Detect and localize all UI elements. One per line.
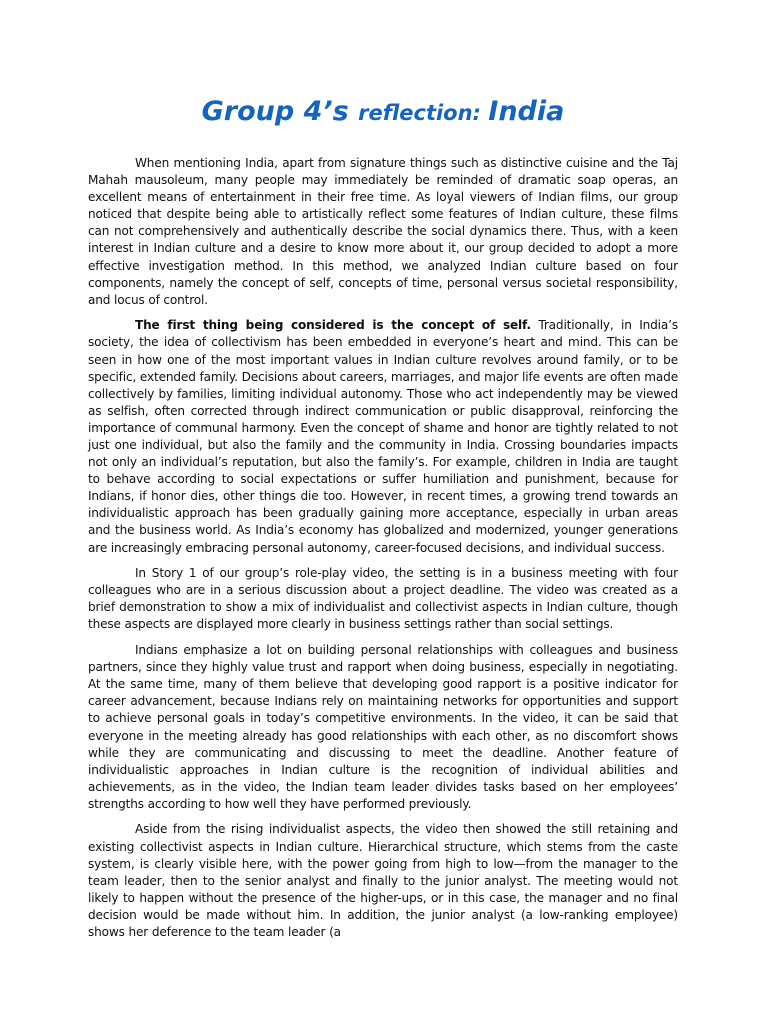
title-reflection: reflection: — [358, 101, 489, 125]
paragraph-personal-relationships — [88, 642, 678, 813]
paragraph-text: In Story 1 of our group’s role-play video, the setting is in a business meeting with four colleagues who are in a serious discussion about a project deadline. The video was created as a brief demonstration to show a mix of individualist and collectivist aspects in Indian culture, though these aspects are displayed more clearly in business settings rather than social settings. — [88, 566, 678, 632]
title-country: India — [488, 96, 565, 127]
paragraph-text: When mentioning India, apart from signature things such as distinctive cuisine and the Taj Mahah mausoleum, many people may immediately be reminded of dramatic soap operas, an excellent means of entertainment in their free time. As loyal viewers of Indian films, our group noticed that despite being able to artistically reflect some features of Indian culture, these films can not comprehensively and authentically describe the social dynamics there. Thus, with a keen interest in Indian culture and a desire to know more about it, our group decided to adopt a more effective investigation method. In this method, we analyzed Indian culture based on four components, namely the concept of self, concepts of time, personal versus societal responsibility, and locus of control. — [88, 156, 678, 307]
paragraph-text: Traditionally, in India’s society, the idea of collectivism has been embedded in everyone’s heart and mind. This can be seen in how one of the most important values in Indian culture revolves around family, or to be specific, extended family. Decisions about careers, marriages, and major life events are often made collectively by families, limiting individual autonomy. Those who act independently may be viewed as selfish, often corrected through indirect communication or public disapproval, reinforcing the importance of communal harmony. Even the concept of shame and honor are tightly related to not just one individual, but also the family and the community in India. Crossing boundaries impacts not only an individual’s reputation, but also the family’s. For example, children in India are taught to behave according to social expectations or suffer humiliation and punishment, because for Indians, if honor dies, other things die too. However, in recent times, a growing trend towards an individualistic approach has been gradually gaining more acceptance, especially in urban areas and the business world. As India’s economy has globalized and modernized, younger generations are increasingly embracing personal autonomy, career-focused decisions, and individual success. — [88, 318, 678, 555]
paragraph-text: Aside from the rising individualist aspects, the video then showed the still retaining and existing collectivist aspects in Indian culture. Hierarchical structure, which stems from the caste system, is clearly visible here, with the power going from high to low—from the manager to the team leader, then to the senior analyst and finally to the junior analyst. The meeting would not likely to happen without the presence of the higher-ups, or in this case, the manager and no final decision would be made without him. In addition, the junior analyst (a low-ranking employee) shows her deference to the team leader (a — [88, 822, 678, 940]
paragraph-collectivist-aspects — [88, 821, 678, 941]
document-page — [88, 92, 678, 950]
paragraph-text: Indians emphasize a lot on building personal relationships with colleagues and business partners, since they highly value trust and rapport when doing business, especially in negotiating. At the same time, many of them believe that developing good rapport is a positive indicator for career advancement, because Indians rely on maintaining networks for opportunities and support to achieve personal goals in today’s competitive environments. In the video, it can be said that everyone in the meeting already has good relationships with each other, as no discomfort shows while they are communicating and discussing to meet the deadline. Another feature of individualistic approaches in Indian culture is the recognition of individual abilities and achievements, as in the video, the Indian team leader divides tasks based on her employees’ strengths according to how well they have performed previously. — [88, 643, 678, 811]
paragraph-lead-sentence: The first thing being considered is the concept of self. — [135, 318, 531, 333]
title-group: Group 4’s — [201, 96, 359, 127]
paragraph-intro — [88, 155, 678, 309]
document-title — [88, 92, 678, 133]
paragraph-story-1 — [88, 565, 678, 633]
paragraph-concept-of-self — [88, 317, 678, 556]
